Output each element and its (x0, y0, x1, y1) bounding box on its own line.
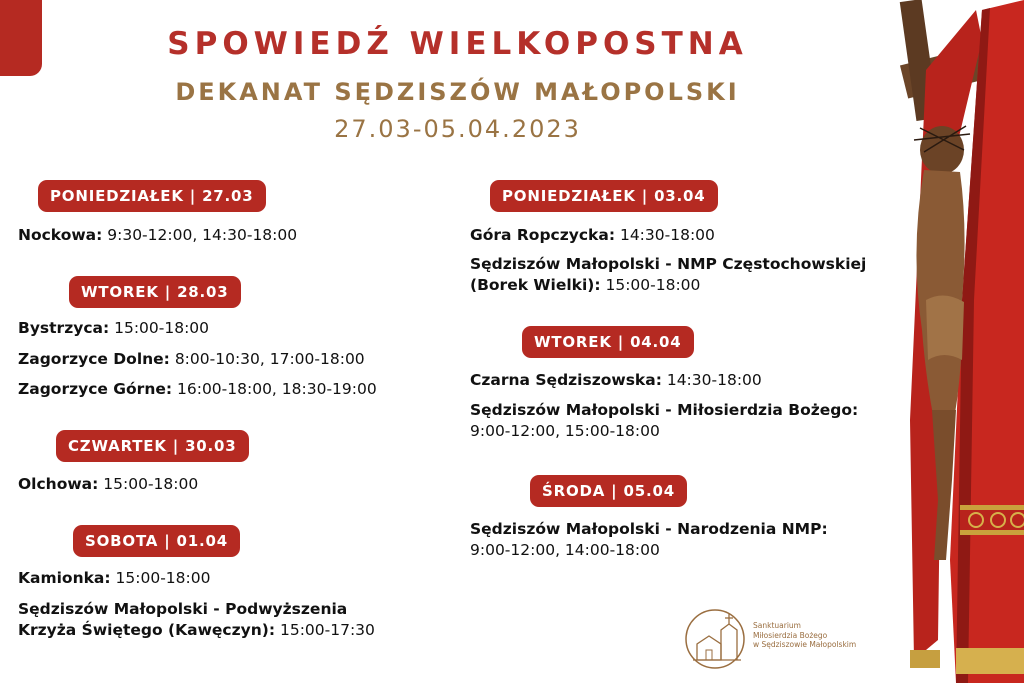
day-badge-thursday-30: CZWARTEK | 30.03 (56, 430, 249, 462)
schedule-entry (18, 620, 375, 641)
day-badge-monday-27: PONIEDZIAŁEK | 27.03 (38, 180, 266, 212)
schedule-entry (470, 275, 700, 296)
place-name: Kamionka: (18, 569, 111, 587)
logo-line-1: Sanktuarium (753, 621, 801, 630)
sanctuary-name (753, 621, 856, 650)
day-badge-monday-03: PONIEDZIAŁEK | 03.04 (490, 180, 718, 212)
hours: 14:30-18:00 (661, 371, 762, 389)
poster-subtitle: DEKANAT SĘDZISZÓW MAŁOPOLSKI (175, 78, 740, 106)
poster-dates: 27.03-05.04.2023 (334, 115, 581, 143)
hours: 9:30-12:00, 14:30-18:00 (102, 226, 298, 244)
place-name: Czarna Sędziszowska: (470, 371, 662, 389)
schedule-entry (18, 379, 377, 400)
day-badge-tuesday-04: WTOREK | 04.04 (522, 326, 694, 358)
place-name: Sędziszów Małopolski - Podwyższenia (18, 600, 348, 618)
logo-line-3: w Sędziszowie Małopolskim (753, 640, 857, 649)
hours: 15:00-18:00 (600, 276, 701, 294)
day-badge-tuesday-28: WTOREK | 28.03 (69, 276, 241, 308)
schedule-entry (470, 370, 762, 391)
schedule-entry (470, 540, 660, 561)
logo-line-2: Miłosierdzia Bożego (753, 630, 828, 640)
place-name: Zagorzyce Górne: (18, 380, 173, 398)
hours: 9:00-12:00, 15:00-18:00 (470, 422, 660, 440)
place-name: Góra Ropczycka: (470, 226, 616, 244)
schedule-entry (470, 519, 828, 540)
hours: 8:00-10:30, 17:00-18:00 (169, 350, 365, 368)
schedule-entry (18, 568, 210, 589)
place-name: Bystrzyca: (18, 319, 110, 337)
schedule-entry (470, 225, 715, 246)
place-name: Nockowa: (18, 226, 103, 244)
day-badge-wednesday-05: ŚRODA | 05.04 (530, 475, 687, 507)
schedule-entry (18, 349, 365, 370)
place-name: Zagorzyce Dolne: (18, 350, 170, 368)
hours: 15:00-17:30 (275, 621, 375, 639)
hours: 9:00-12:00, 14:00-18:00 (470, 541, 660, 559)
schedule-entry (18, 225, 297, 246)
schedule-entry (470, 421, 660, 442)
hours: 15:00-18:00 (109, 319, 210, 337)
poster-title: SPOWIEDŹ WIELKOPOSTNA (167, 26, 748, 62)
place-name: Sędziszów Małopolski - Narodzenia NMP: (470, 520, 828, 538)
hours: 16:00-18:00, 18:30-19:00 (172, 380, 377, 398)
day-badge-saturday-01: SOBOTA | 01.04 (73, 525, 240, 557)
place-name: Sędziszów Małopolski - NMP Częstochowskiej (470, 255, 867, 273)
schedule-entry (18, 318, 209, 339)
hours: 14:30-18:00 (615, 226, 715, 244)
place-name: Olchowa: (18, 475, 99, 493)
schedule-entry (18, 474, 198, 495)
schedule-entry (470, 254, 866, 275)
crucifix-illustration (864, 0, 1024, 683)
place-name: Sędziszów Małopolski - Miłosierdzia Bożego: (470, 401, 859, 419)
church-logo-icon (683, 606, 747, 672)
place-name: (Borek Wielki): (470, 276, 601, 294)
hours: 15:00-18:00 (110, 569, 211, 587)
hours: 15:00-18:00 (98, 475, 199, 493)
place-name: Krzyża Świętego (Kawęczyn): (18, 621, 276, 639)
crucifix-image (864, 0, 1024, 683)
schedule-entry (18, 599, 347, 620)
schedule-entry (470, 400, 858, 421)
